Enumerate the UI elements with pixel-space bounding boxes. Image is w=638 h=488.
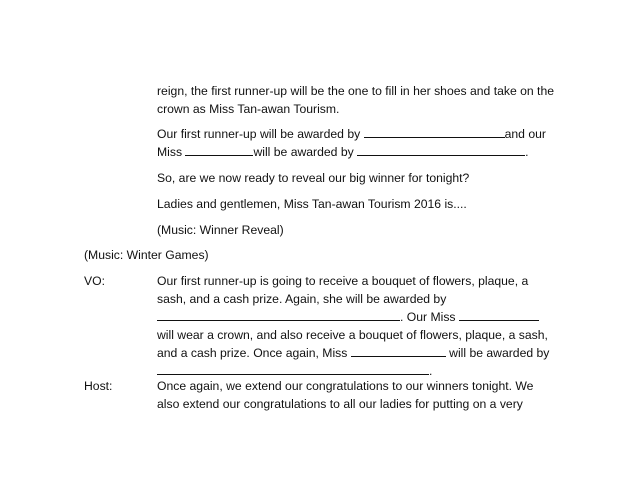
text: .	[429, 364, 433, 378]
text: will be awarded by	[253, 145, 358, 159]
ready-paragraph	[157, 169, 557, 187]
text-line: Once again, we extend our congratulations to our winners tonight. We	[157, 379, 534, 393]
fill-blank	[157, 308, 400, 321]
text-line: also extend our congratulations to all our ladies for putting on a very	[157, 397, 523, 411]
text-line	[157, 125, 557, 143]
text: .	[525, 145, 529, 159]
fill-blank	[459, 308, 539, 321]
music-cue-paragraph	[157, 221, 557, 239]
reign-paragraph	[157, 82, 557, 118]
fill-blank	[364, 125, 505, 138]
text-line: So, are we now ready to reveal our big winner for tonight?	[157, 171, 470, 185]
host-paragraph	[157, 377, 557, 413]
awards-paragraph	[157, 125, 557, 161]
text-line	[157, 344, 557, 362]
text: Miss	[157, 145, 186, 159]
text-line: Ladies and gentlemen, Miss Tan-awan Tourism 2016 is....	[157, 197, 467, 211]
announcement-paragraph	[157, 195, 557, 213]
text: will be awarded by	[445, 346, 550, 360]
text-line: Our first runner-up is going to receive a bouquet of flowers, plaque, a	[157, 274, 529, 288]
text: and our	[504, 127, 546, 141]
speaker-label-host: Host:	[84, 379, 113, 393]
text-line	[157, 308, 557, 326]
fill-blank	[185, 143, 253, 156]
text-line: reign, the first runner-up will be the one to fill in her shoes and take on the crown as Miss Tan-awan Tourism.	[157, 84, 555, 116]
text: . Our Miss	[400, 310, 459, 324]
text-line: (Music: Winter Games)	[84, 248, 209, 262]
text: Our first runner-up will be awarded by	[157, 127, 364, 141]
text-line: sash, and a cash prize. Again, she will be awarded by	[157, 292, 447, 306]
fill-blank	[157, 362, 429, 375]
fill-blank	[357, 143, 525, 156]
text: and a cash prize. Once again, Miss	[157, 346, 351, 360]
text-line: (Music: Winner Reveal)	[157, 223, 284, 237]
music-cue-heading	[84, 246, 209, 264]
vo-paragraph	[157, 272, 557, 380]
text-line: will wear a crown, and also receive a bouquet of flowers, plaque, a sash,	[157, 328, 548, 342]
fill-blank	[351, 344, 446, 357]
text-line	[157, 143, 557, 161]
speaker-label-vo: VO:	[84, 274, 105, 288]
